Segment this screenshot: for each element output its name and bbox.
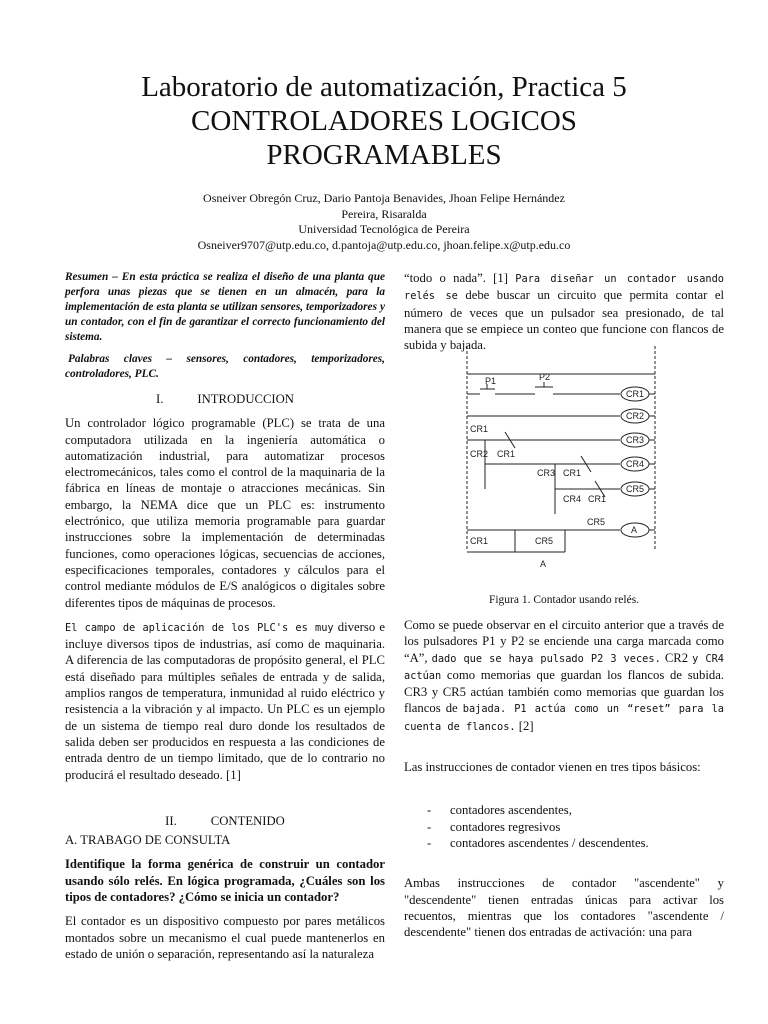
circuit-explanation-a: Como se puede observar en el circuito anterior que a través de los pulsadores P1 y P2 se enciende una carga marcada como “A”, xyxy=(404,618,724,665)
section-2-heading xyxy=(65,813,385,829)
author-university: Universidad Tecnológica de Pereira xyxy=(298,222,470,236)
author-block xyxy=(40,191,728,253)
label-p2: P2 xyxy=(539,372,551,382)
ladder-diagram-figure xyxy=(455,344,670,572)
title-line-1: Laboratorio de automatización, Practica 5 xyxy=(141,71,627,103)
answer-paragraph: El contador es un dispositivo compuesto por pares metálicos montados sobre un mecanismo el cual puede mantenerlos en estado de unión o separación, representando así la naturaleza xyxy=(65,914,385,961)
intro-paragraph-2 xyxy=(65,619,385,783)
abstract: Resumen – En esta práctica se realiza el diseño de una planta que perfora unas piezas que se tienen en un almacén, para la implementación de esta planta se utilizan sensores, temporizadores y un contador, con el fin de garantizar el correcto funcionamiento del sistema. xyxy=(65,271,385,343)
keywords: Palabras claves – sensores, contadores, temporizadores, controladores, PLC. xyxy=(65,353,385,380)
counter-types-list xyxy=(404,802,724,851)
subsection-heading: A. TRABAGO DE CONSULTA xyxy=(65,833,231,848)
section-1-number: I. xyxy=(156,392,164,406)
label-p1: P1 xyxy=(485,376,497,386)
circuit-explanation-paragraph xyxy=(404,617,724,735)
list-item: - contadores regresivos xyxy=(404,819,724,835)
circuit-explanation-mono-3: bajada. P1 actúa como un “reset” para la cuenta de flancos. xyxy=(404,703,724,733)
author-names: Osneiver Obregón Cruz, Dario Pantoja Benavides, Jhoan Felipe Hernández xyxy=(203,191,565,205)
coil-cr1-label: CR1 xyxy=(626,389,645,399)
circuit-explanation-c: como memorias que guardan los flancos de subida. CR3 y CR5 actúan también como memorias que guardan los flancos de xyxy=(404,667,724,716)
contact-cr1c-label: CR1 xyxy=(563,468,582,478)
circuit-explanation-d: [2] xyxy=(515,718,534,733)
circuit-explanation-mono-2: y CR4 actúan xyxy=(404,652,724,682)
counter-intro-b: debe buscar un circuito que permita contar el número de veces que un pulsador sea presionado, de tal manera que se empiece un conteo que funcione con flancos de subida y bajada. xyxy=(404,288,724,353)
counter-intro-paragraph xyxy=(404,270,724,353)
contact-cr1-label: CR1 xyxy=(470,424,489,434)
contact-cr1d-label: CR1 xyxy=(588,494,607,504)
counter-types-intro: Las instrucciones de contador vienen en tres tipos básicos: xyxy=(404,760,701,775)
list-item: - contadores ascendentes, xyxy=(404,802,724,818)
list-item: - contadores ascendentes / descendentes. xyxy=(404,835,724,851)
question-paragraph: Identifique la forma genérica de construir un contador usando sólo relés. En lógica programada, ¿Cuáles son los tipos de contadores? ¿Cómo se inicia un contador? xyxy=(65,857,385,905)
coil-a-label: A xyxy=(631,525,638,535)
section-2-title: CONTENIDO xyxy=(210,813,285,828)
contact-cr3-label: CR3 xyxy=(537,468,556,478)
coil-cr4-label: CR4 xyxy=(626,459,645,469)
coil-cr5-label: CR5 xyxy=(626,484,645,494)
contact-a-label: A xyxy=(540,559,547,569)
circuit-explanation-mono-1: dado que se haya pulsado P2 3 veces. xyxy=(431,652,661,665)
section-2-number: II. xyxy=(165,813,177,828)
counter-intro-a: “todo o nada”. [1] xyxy=(404,271,516,285)
intro-paragraph-1: Un controlador lógico programable (PLC) se trata de una computadora utilizada en la ingeniería automática o automatización industrial, para automatizar procesos electromecánicos, tales como el control de la maquinaria de la fábrica en líneas de montaje o atracciones mecánicas. Sin embargo, la NEMA dice que un PLC es: instrumento electrónico, que utiliza memoria programable para guardar instrucciones sobre la implementación de determinadas funciones, como operaciones lógicas, secuencias de acciones, especificaciones temporales, contadores y cálculos para el control mediante módulos de E/S analógicos o digitales sobre diferentes tipos de máquinas de procesos. xyxy=(65,416,385,610)
figure-caption: Figura 1. Contador usando relés. xyxy=(488,594,640,606)
intro-paragraph-2-rest: diverso e incluye diversos tipos de industrias, así como de maquinaria. A diferencia de las computadoras de propósito general, el PLC está diseñado para múltiples señales de entrada y de salida, amplios rangos de temperatura, inmunidad al ruido eléctrico y resistencia a la vibración y al impacto. Un PLC es un ejemplo de un sistema de tiempo real duro donde los resultados de salida deben ser producidos en respuesta a las condiciones de entrada dentro de un tiempo limitado, que de lo contrario no producirá el resultado deseado. [1] xyxy=(65,619,385,782)
contact-cr1e-label: CR1 xyxy=(470,536,489,546)
section-1-title: INTRODUCCION xyxy=(197,392,294,406)
section-1-heading xyxy=(65,391,385,407)
contact-cr2-label: CR2 xyxy=(470,449,489,459)
title-line-2: CONTROLADORES LOGICOS xyxy=(191,105,577,137)
left-column xyxy=(65,270,385,962)
coil-cr3-label: CR3 xyxy=(626,435,645,445)
author-emails: Osneiver9707@utp.edu.co, d.pantoja@utp.edu.co, jhoan.felipe.x@utp.edu.co xyxy=(197,237,571,252)
circuit-explanation-b: CR2 xyxy=(660,650,693,665)
contact-cr5b-label: CR5 xyxy=(535,536,554,546)
author-city: Pereira, Risaralda xyxy=(341,206,427,221)
coil-cr2-label: CR2 xyxy=(626,411,645,421)
contact-cr4-label: CR4 xyxy=(563,494,582,504)
counter-intro-mono: Para diseñar un contador usando relés se xyxy=(404,273,724,303)
paper-title xyxy=(40,70,728,172)
right-column-bottom xyxy=(404,617,724,940)
right-column-top xyxy=(404,270,724,353)
contact-cr5-label: CR5 xyxy=(587,517,606,527)
contact-cr1b-label: CR1 xyxy=(497,449,516,459)
intro-paragraph-2-mono: El campo de aplicación de los PLC's es muy xyxy=(65,621,334,634)
counter-instructions-paragraph: Ambas instrucciones de contador "ascendente" y "descendente" tienen entradas únicas para activar los recuentos, mientras que los contadores "ascendente / descendente" tienen dos entradas de activación: una para xyxy=(404,876,724,940)
title-line-3: PROGRAMABLES xyxy=(266,139,502,171)
